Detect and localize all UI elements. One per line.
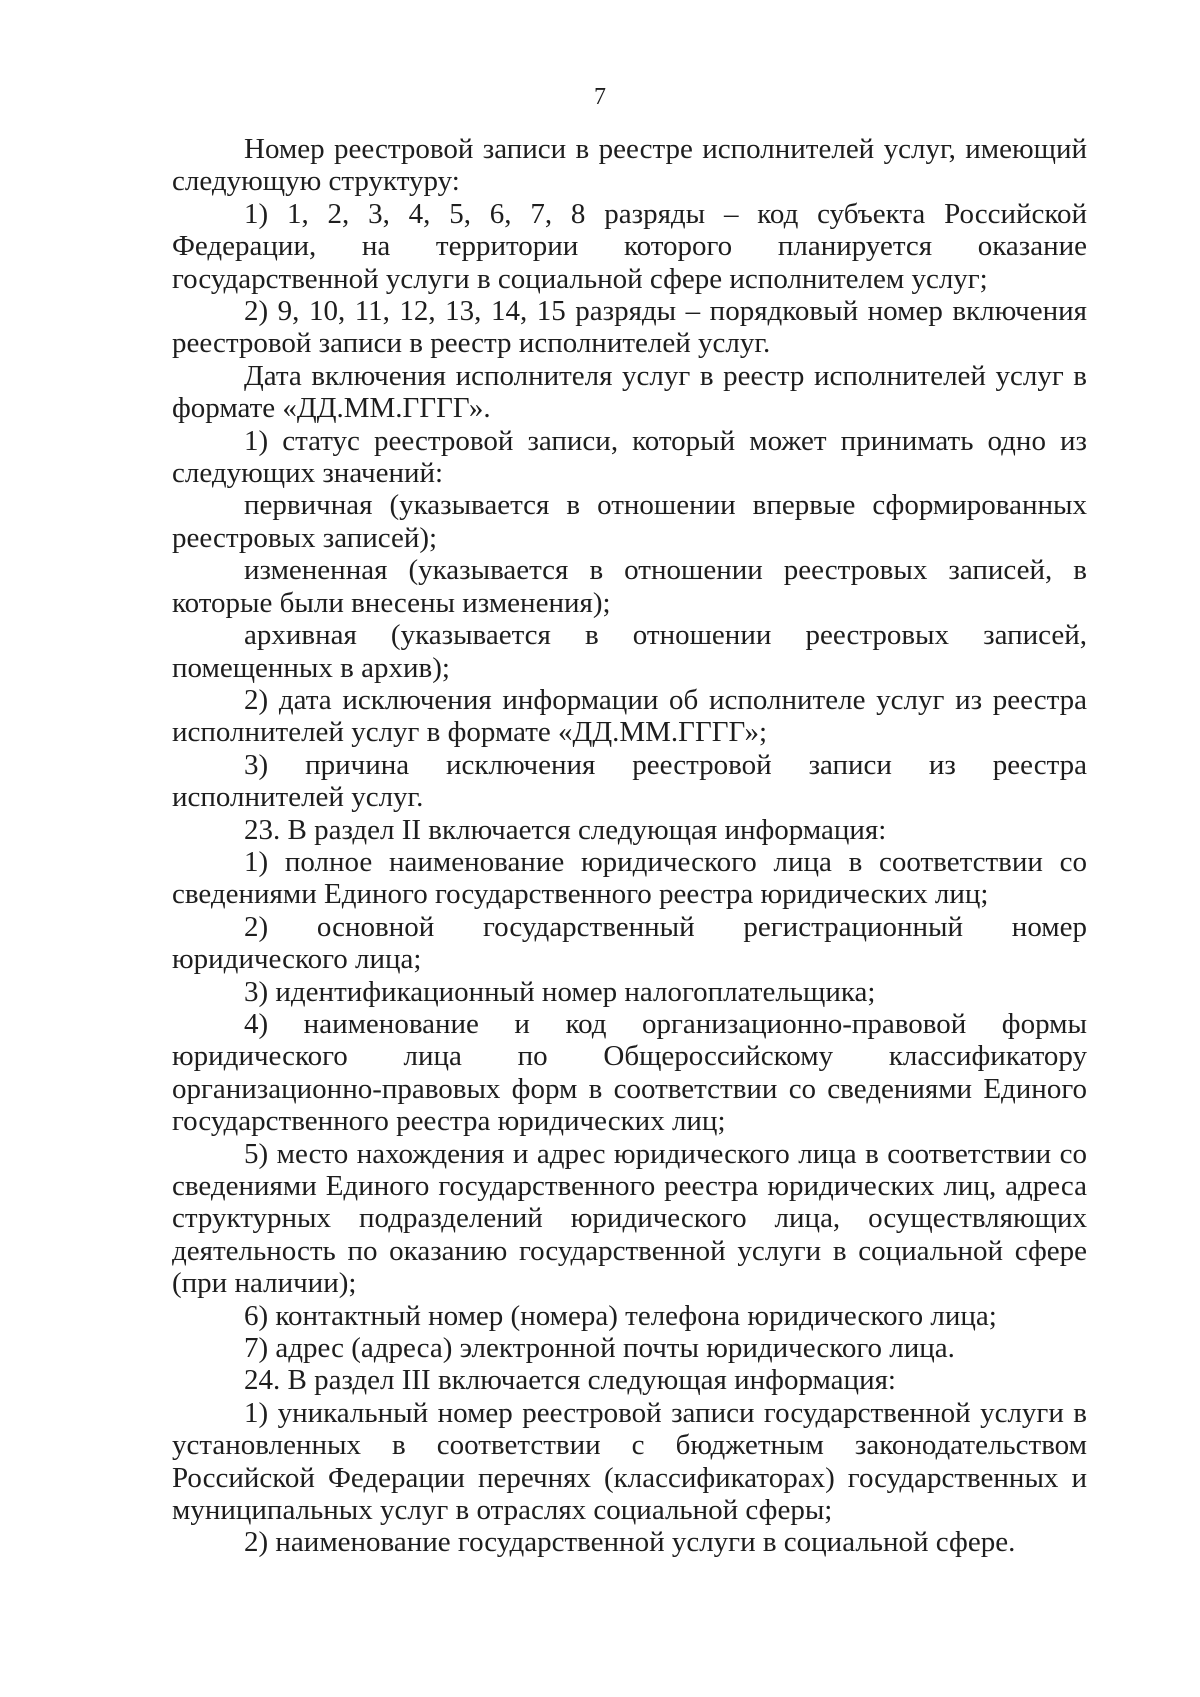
paragraph-ii-legal-form: 4) наименование и код организационно-правовой формы юридического лица по Общероссийскому классификатору организационно-правовых форм в соответствии со сведениями Единого государственного реестра юридических лиц; — [172, 1007, 1087, 1138]
paragraph-record-status: 1) статус реестровой записи, который может принимать одно из следующих значений: — [172, 424, 1087, 490]
paragraph-ii-email: 7) адрес (адреса) электронной почты юридического лица. — [244, 1332, 955, 1365]
paragraph-ii-inn: 3) идентификационный номер налогоплательщика; — [244, 975, 876, 1008]
paragraph-status-changed: измененная (указывается в отношении реестровых записей, в которые были внесены изменения); — [172, 554, 1087, 619]
paragraph-iii-unique-number: 1) уникальный номер реестровой записи государственной услуги в установленных в соответствии с бюджетным законодательством Российской Федерации перечнях (классификаторах) государственных и муниципальных услуг в отраслях социальной сферы; — [172, 1396, 1087, 1527]
paragraph-digits-9-15: 2) 9, 10, 11, 12, 13, 14, 15 разряды – порядковый номер включения реестровой записи в реестр исполнителей услуг. — [172, 295, 1087, 360]
paragraph-ii-ogrn: 2) основной государственный регистрационный номер юридического лица; — [172, 910, 1087, 976]
paragraph-section-ii-heading: 23. В раздел II включается следующая информация: — [244, 813, 887, 846]
paragraph-status-primary: первичная (указывается в отношении впервые сформированных реестровых записей); — [172, 489, 1087, 554]
paragraph-section-iii-heading: 24. В раздел III включается следующая информация: — [244, 1364, 896, 1397]
paragraph-digits-1-8: 1) 1, 2, 3, 4, 5, 6, 7, 8 разряды – код субъекта Российской Федерации, на территории которого планируется оказание государственной услуги в социальной сфере исполнителем услуг; — [172, 197, 1087, 295]
paragraph-exclusion-date: 2) дата исключения информации об исполнителе услуг из реестра исполнителей услуг в формате «ДД.ММ.ГГГГ»; — [172, 683, 1087, 749]
page-number: 7 — [594, 84, 606, 110]
paragraph-status-archived: архивная (указывается в отношении реестровых записей, помещенных в архив); — [172, 619, 1087, 684]
paragraph-ii-full-name: 1) полное наименование юридического лица в соответствии со сведениями Единого государственного реестра юридических лиц; — [172, 845, 1087, 911]
paragraph-inclusion-date: Дата включения исполнителя услуг в реестр исполнителей услуг в формате «ДД.ММ.ГГГГ». — [172, 359, 1087, 425]
paragraph-iii-service-name: 2) наименование государственной услуги в социальной сфере. — [244, 1526, 1016, 1559]
paragraph-registry-number: Номер реестровой записи в реестре исполнителей услуг, имеющий следующую структуру: — [172, 133, 1087, 198]
paragraph-ii-phone: 6) контактный номер (номера) телефона юридического лица; — [244, 1299, 997, 1332]
paragraph-ii-address: 5) место нахождения и адрес юридического лица в соответствии со сведениями Единого государственного реестра юридических лиц, адреса структурных подразделений юридического лица, осуществляющих деятельность по оказанию государственной услуги в социальной сфере (при наличии); — [172, 1137, 1087, 1300]
paragraph-exclusion-reason: 3) причина исключения реестровой записи из реестра исполнителей услуг. — [172, 748, 1087, 814]
document-body — [172, 133, 1087, 1559]
